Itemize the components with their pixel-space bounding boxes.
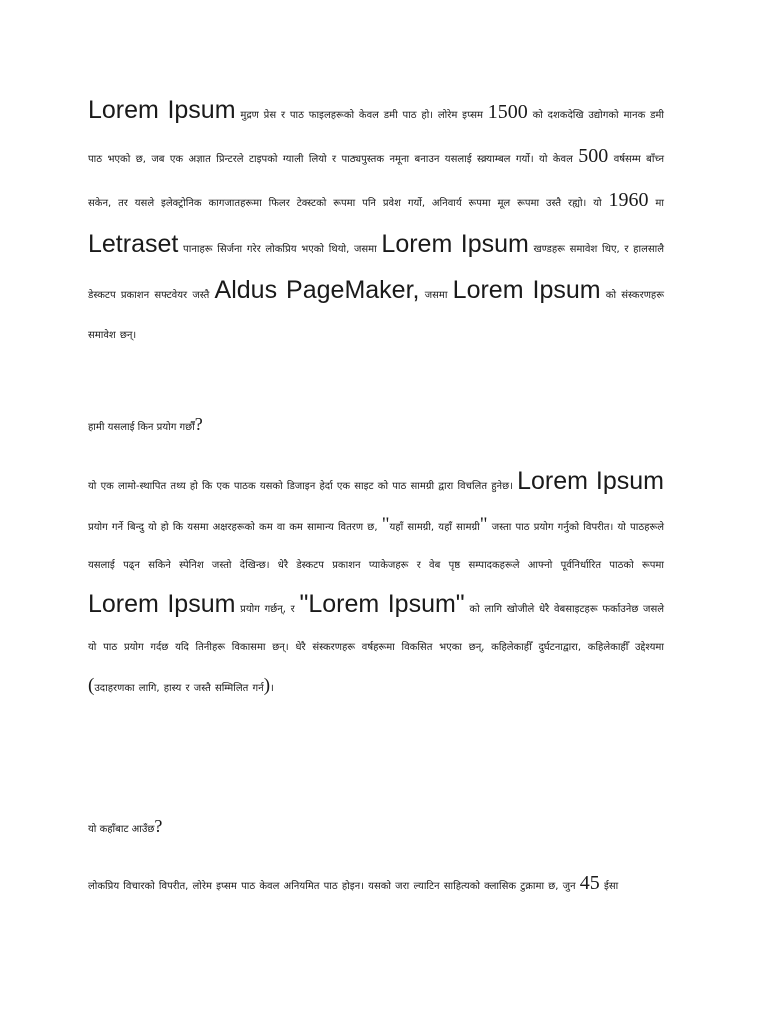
heading-question-mark: ?	[194, 414, 203, 434]
heading-question-mark: ?	[154, 816, 163, 836]
inline-term: Lorem Ipsum	[517, 467, 664, 495]
intro-paragraph	[88, 90, 664, 356]
section-heading-origin	[88, 816, 162, 840]
text-run: को संस्करणहरू समावेश छन्।	[88, 290, 665, 341]
text-run: वर्षसम्म बाँच्न सकेन, तर यसले इलेक्ट्रोनिक कागजातहरूमा फिलर टेक्स्टको रूपमा पनि प्रवेश गर्यो, अनिवार्य रूपमा मूल रूपमा उस्तै रह्यो। यो	[88, 154, 664, 209]
open-quote: "	[381, 514, 390, 535]
inline-term: Lorem Ipsum	[381, 230, 529, 258]
inline-term: Letraset	[88, 230, 179, 258]
inline-number: 45	[579, 872, 600, 894]
origin-paragraph	[88, 862, 664, 908]
text-run: मुद्रण प्रेस र पाठ फाइलहरूको केवल डमी पाठ हो। लोरेम इप्सम	[235, 110, 488, 121]
text-run: प्रयोग गर्ने बिन्दु यो हो कि यसमा अक्षरहरूको कम वा कम सामान्य वितरण छ,	[88, 522, 382, 533]
quoted-text: यहाँ सामग्री, यहाँ सामग्री	[389, 522, 480, 533]
text-run: को लागि खोजीले धेरै वेबसाइटहरू फर्काउनेछ जसले यो पाठ प्रयोग गर्दछ यदि तिनीहरू विकासमा छन्। धेरै संस्करणहरू वर्षहरूमा विकसित भएका छन्, कहिलेकाहीँ दुर्घटनाद्वारा, कहिलेकाहीँ उद्देश्यमा	[88, 604, 665, 653]
inline-term: "Lorem Ipsum"	[299, 590, 465, 618]
close-paren: )	[263, 675, 271, 696]
open-paren: (	[88, 675, 95, 696]
text-run: यो एक लामो-स्थापित तथ्य हो कि एक पाठक यसको डिजाइन हेर्दा एक साइट को पाठ सामग्री द्वारा विचलित हुनेछ।	[88, 481, 518, 492]
section-heading-why	[88, 414, 203, 438]
text-run: लोकप्रिय विचारको विपरीत, लोरेम इप्सम पाठ केवल अनियमित पाठ होइन। यसको जरा ल्याटिन साहित्यको क्लासिक टुक्रामा छ, जुन	[88, 881, 580, 892]
text-run: ईसा	[599, 881, 619, 892]
heading-text: हामी यसलाई किन प्रयोग गर्छौं	[88, 422, 195, 433]
text-run: पानाहरू सिर्जना गरेर लोकप्रिय भएको थियो, जसमा	[178, 244, 382, 255]
text-run: खण्डहरू समावेश थिए, र हालसालै डेस्कटप प्रकाशन सफ्टवेयर जस्तै	[88, 244, 664, 301]
text-run: प्रयोग गर्छन्, र	[235, 604, 300, 615]
text-run: मा	[648, 198, 664, 209]
inline-number: 1500	[487, 101, 528, 123]
text-run: जसमा	[419, 290, 453, 301]
text-run: ।	[270, 683, 274, 694]
inline-number: 500	[578, 145, 609, 167]
close-quote: "	[479, 514, 488, 535]
why-paragraph	[88, 462, 664, 708]
inline-term: Lorem Ipsum	[88, 590, 236, 618]
text-run: जस्ता पाठ प्रयोग गर्नुको विपरीत। यो पाठहरूले यसलाई पढ्न सकिने स्पेनिश जस्तो देखिन्छ। धेरै डेस्कटप प्रकाशन प्याकेजहरू र वेब पृष्ठ सम्पादकहरूले आफ्नो पूर्वनिर्धारित पाठको रूपमा	[88, 522, 664, 571]
inline-term: Lorem Ipsum	[88, 96, 236, 124]
text-run: उदाहरणका लागि, हास्य र जस्तै सम्मिलित गर्न	[94, 683, 264, 694]
inline-term: Aldus PageMaker,	[214, 276, 420, 304]
text-run: को दशकदेखि उद्योगको मानक डमी पाठ भएको छ, जब एक अज्ञात प्रिन्टरले टाइपको ग्याली लियो र पाठ्यपुस्तक नमूना बनाउन यसलाई स्क्र्याम्बल गर्यो। यो केवल	[88, 110, 664, 165]
inline-number: 1960	[608, 189, 649, 211]
heading-text: यो कहाँबाट आउँछ	[88, 824, 155, 835]
inline-term: Lorem Ipsum	[452, 276, 601, 304]
